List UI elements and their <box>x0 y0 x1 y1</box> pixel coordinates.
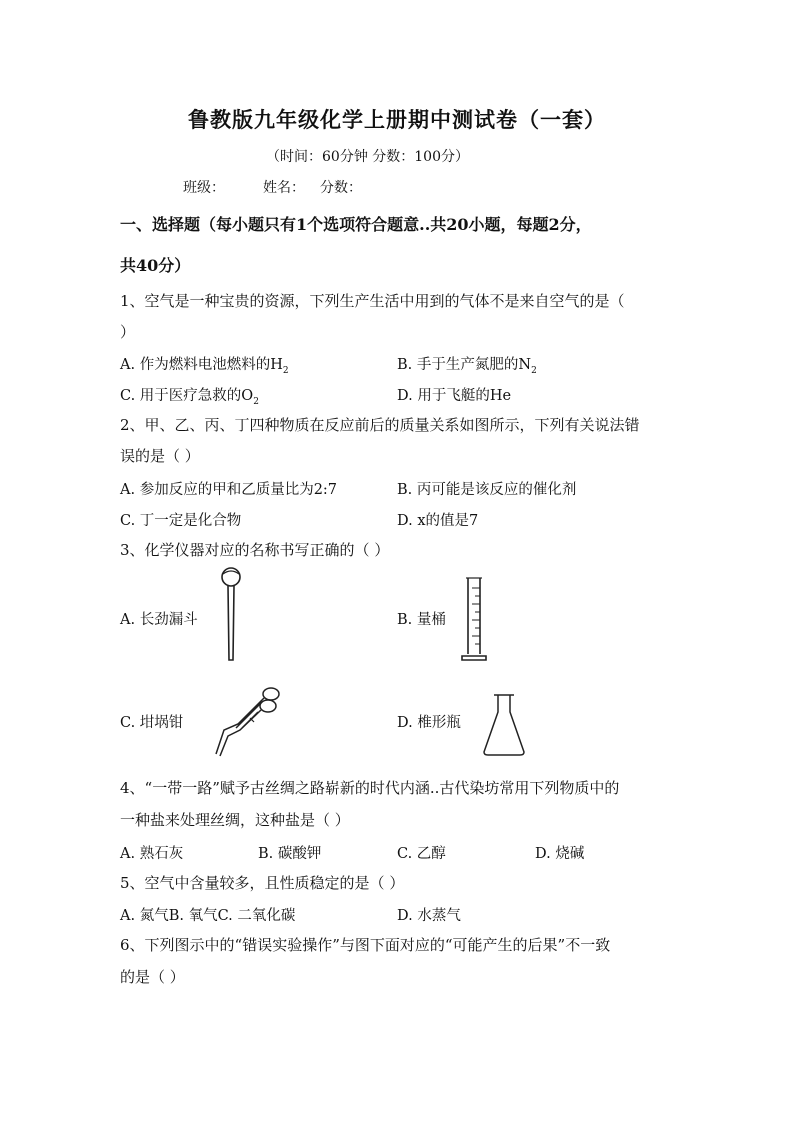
q4-option-a: A. 熟石灰 <box>120 846 184 862</box>
q3-option-a: A. 长劲漏斗 <box>120 612 198 628</box>
score-label: 分数： <box>320 180 362 196</box>
q1-stem-line2: ） <box>120 323 136 341</box>
q1-option-d: D. 用于飞艇的He <box>397 388 512 404</box>
q4-stem-line2: 一种盐来处理丝绸，这种盐是（ ） <box>120 811 350 829</box>
q1-option-b: B. 手于生产氮肥的$N_2$ <box>397 357 537 376</box>
q5-options-abc: A. 氮气B. 氧气C. 二氧化碳 <box>120 908 296 924</box>
exam-time-score: （时间：60分钟 分数：100分） <box>266 149 469 165</box>
class-label: 班级： <box>183 180 225 196</box>
q5-option-d: D. 水蒸气 <box>397 908 461 924</box>
graduated-cylinder-icon <box>458 574 492 664</box>
q3-option-d: D. 椎形瓶 <box>397 715 461 731</box>
section-heading-line2: 共40分） <box>120 256 191 275</box>
q2-option-d: D. x的值是7 <box>397 513 479 529</box>
q3-option-b: B. 量桶 <box>397 612 446 628</box>
name-label: 姓名： <box>263 180 305 196</box>
q4-option-d: D. 烧碱 <box>535 846 585 862</box>
conical-flask-icon <box>480 692 528 758</box>
q4-stem-line1: 4、“一带一路”赋予古丝绸之路崭新的时代内涵..古代染坊常用下列物质中的 <box>120 779 620 797</box>
page-title: 鲁教版九年级化学上册期中测试卷（一套） <box>188 107 606 132</box>
q5-stem: 5、空气中含量较多，且性质稳定的是（ ） <box>120 874 405 892</box>
q2-option-c: C. 丁一定是化合物 <box>120 513 242 529</box>
q3-option-c: C. 坩埚钳 <box>120 715 184 731</box>
q2-stem-line2: 误的是（ ） <box>120 447 200 465</box>
q4-option-c: C. 乙醇 <box>397 846 446 862</box>
q4-option-b: B. 碳酸钾 <box>258 846 322 862</box>
q1-stem-line1: 1、空气是一种宝贵的资源，下列生产生活中用到的气体不是来自空气的是（ <box>120 292 625 310</box>
crucible-tongs-icon <box>206 684 284 760</box>
q3-stem: 3、化学仪器对应的名称书写正确的（ ） <box>120 541 390 559</box>
section-heading-line1: 一、选择题（每小题只有1个选项符合题意..共20小题，每题2分， <box>120 215 592 234</box>
q6-stem-line2: 的是（ ） <box>120 968 185 986</box>
q1-option-a: A. 作为燃料电池燃料的$H_2$ <box>120 357 289 376</box>
long-neck-funnel-icon <box>215 564 249 664</box>
q6-stem-line1: 6、下列图示中的“错误实验操作”与图下面对应的“可能产生的后果”不一致 <box>120 936 611 954</box>
q2-option-b: B. 丙可能是该反应的催化剂 <box>397 482 577 498</box>
q1-option-c: C. 用于医疗急救的$O_2$ <box>120 388 259 407</box>
q2-option-a: A. 参加反应的甲和乙质量比为2:7 <box>120 482 338 498</box>
q2-stem-line1: 2、甲、乙、丙、丁四种物质在反应前后的质量关系如图所示，下列有关说法错 <box>120 416 640 434</box>
